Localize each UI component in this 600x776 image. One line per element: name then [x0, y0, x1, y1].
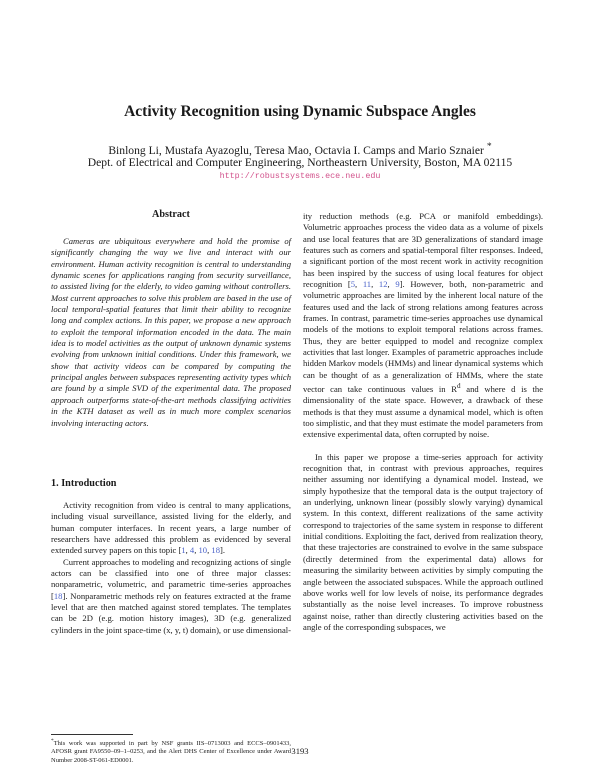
citation-link[interactable]: 5: [350, 279, 355, 290]
citation-link[interactable]: 4: [189, 545, 195, 556]
introduction-heading: 1. Introduction: [51, 478, 117, 489]
authors: [0, 141, 600, 157]
right-paragraph-2: In this paper we propose a time-series approach for activity recognition that, in contrast with previous approaches, requires neither assuming nor identifying a dynamical model. Instead, we simply hypothesize that the temporal data is the output trajectory of an underlying, unknown linear (possibly slowly varying) dynamical system. In this context, different realizations of the same activity correspond to trajectories of the same system in response to different initial conditions. Exploiting the fact, derived from realization theory, that these trajectories are constrained to evolve in the same subspace (directly determined from the experimental data) allows for measuring the similarity between activities by simply computing the angle between the associated subspaces. While the approach outlined above works well for low levels of noise, its performance degrades substantially as the noise level increases. To improve robustness against noise, rather than directly clustering activities based on the angle of the corresponding subspaces, we: [303, 451, 543, 632]
introduction-body: [51, 500, 291, 636]
citation-link[interactable]: 9: [395, 279, 400, 290]
footnote-text: This work was supported in part by NSF grants IIS–0713003 and ECCS–0901433, AFOSR grant FA9550–09–1–0253, and the Alert DHS Center of Excellence under Award Number 2008-ST-061-ED0001.: [51, 740, 291, 764]
intro-paragraph-1: Activity recognition from video is central to many applications, including visual surveillance, assisted living for the elderly, and human computer interfaces. In recent years, a large number of researchers have addressed this problem as evidenced by several extended survey papers on this topic [1, 4, 10, 18].: [51, 500, 291, 556]
citation-link[interactable]: 1: [181, 545, 186, 556]
footnote-mark: *: [51, 738, 54, 744]
author-list: Binlong Li, Mustafa Ayazoglu, Teresa Mao, Octavia I. Camps and Mario Sznaier: [108, 143, 484, 157]
superscript-d: d: [457, 382, 461, 391]
intro-paragraph-2: Current approaches to modeling and recognizing actions of single actors can be classified into one of three major classes: nonparametric, volumetric, and parametric time-series approaches [18]. Nonparametric methods rely on features extracted at the frame level that are then matched against stored templates. The templates can be 2D (e.g. motion history images), 3D (e.g. generalized cylinders in the joint space-time (x, y, t) domain), or use dimensional-: [51, 556, 292, 635]
author-footnote-mark: *: [486, 141, 492, 152]
abstract-text: Cameras are ubiquitous everywhere and hold the promise of significantly changing the way we live and interact with our environment. Human activity recognition is central to understanding dynamic scenes for applications ranging from security surveillance, to assisted living for the elderly, to video gaming without controllers. Most current approaches to solve this problem are based in the use of local temporal-spatial features that limit their ability to recognize long and complex actions. In this paper, we propose a new approach to exploit the temporal information encoded in the data. The main idea is to model activities as the output of unknown dynamic systems evolving from unknown initial conditions. Under this framework, we show that activity videos can be compared by computing the principal angles between subspaces representing activity types which are found by a simple SVD of the experimental data. The proposed approach outperforms state-of-the-art methods classifying activities in the KTH dataset as well as in much more complex scenarios involving interacting actors.: [51, 236, 291, 428]
citation-link[interactable]: 18: [211, 545, 220, 556]
affiliation: Dept. of Electrical and Computer Engineering, Northeastern University, Boston, MA 02115: [87, 156, 513, 169]
paper-title: Activity Recognition using Dynamic Subspace Angles: [124, 103, 476, 120]
project-url-link[interactable]: http://robustsystems.ece.neu.edu: [219, 171, 381, 181]
right-paragraph-1: ity reduction methods (e.g. PCA or manifold embeddings). Volumetric approaches process the video data as a volume of pixels and use local features that are 3D generalizations of standard image features such as corners and spatial-temporal filter responses. Indeed, a significant portion of the most recent work in activity recognition has been inspired by the success of using local features for object recognition [5, 11, 12, 9]. However, both, non-parametric and volumetric approaches are limited by the inherent local nature of the features used and the lack of strong relations among features across frames. In contrast, parametric time-series approaches use dynamical models of the motions to exploit temporal relations across frames. Thus, they are better equipped to model and recognize complex activities that last longer. Examples of parametric approaches include hidden Markov models (HMMs) and linear dynamical systems which can be thought of as a generalization of HMMs, where the state vector can take continuous values in $R^d$ and where d is the dimensionality of the state space. However, a drawback of these methods is that they must assume a dynamical model, which is often too simplistic, and that they must estimate the model parameters from extensive experimental data, often corrupted by noise.: [303, 211, 544, 440]
citation-link[interactable]: 11: [362, 279, 372, 290]
citation-link[interactable]: 12: [378, 279, 388, 290]
right-column: [303, 211, 543, 633]
page-number: 3193: [291, 746, 309, 756]
abstract-heading: Abstract: [152, 209, 190, 220]
citation-link[interactable]: 18: [53, 590, 63, 601]
abstract-body: [51, 236, 291, 429]
citation-link[interactable]: 10: [198, 545, 208, 556]
footnote-rule: [51, 734, 133, 735]
